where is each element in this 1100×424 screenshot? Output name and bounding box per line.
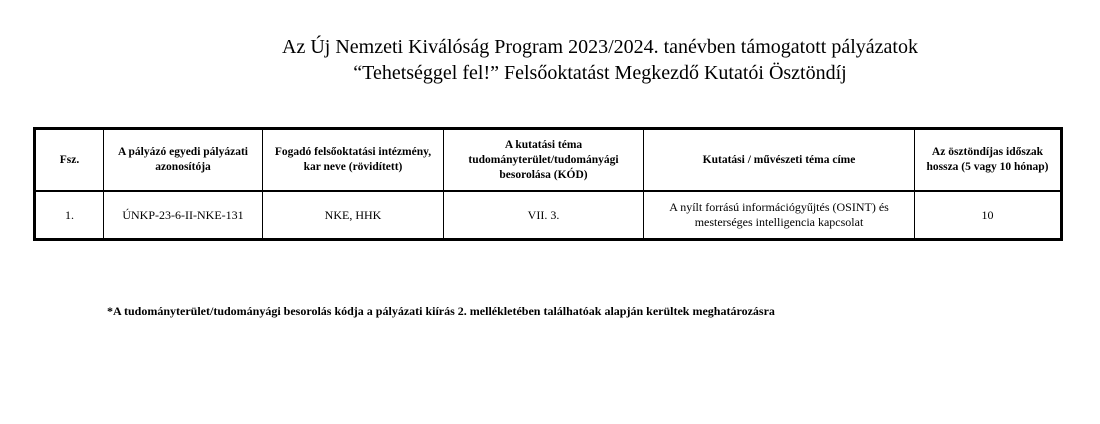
header-research-title: Kutatási / művészeti téma címe bbox=[644, 129, 915, 192]
cell-discipline-code: VII. 3. bbox=[444, 191, 644, 240]
grants-table bbox=[33, 127, 1063, 241]
cell-applicant-id: ÚNKP-23-6-II-NKE-131 bbox=[104, 191, 263, 240]
header-institution: Fogadó felsőoktatási intézmény, kar neve (rövidített) bbox=[263, 129, 444, 192]
cell-duration: 10 bbox=[915, 191, 1062, 240]
table-row bbox=[35, 191, 1062, 240]
title-line-1: Az Új Nemzeti Kiválóság Program 2023/2024. tanévben támogatott pályázatok bbox=[282, 36, 918, 58]
cell-research-title: A nyílt forrású információgyűjtés (OSINT) és mesterséges intelligencia kapcsolat bbox=[644, 191, 915, 240]
footnote: *A tudományterület/tudományági besorolás kódja a pályázati kiírás 2. mellékletében találhatóak alapján kerültek meghatározásra bbox=[107, 304, 775, 318]
document-title bbox=[0, 34, 1100, 86]
header-applicant-id: A pályázó egyedi pályázati azonosítója bbox=[104, 129, 263, 192]
table-header-row bbox=[35, 129, 1062, 192]
header-index: Fsz. bbox=[35, 129, 104, 192]
header-discipline-code: A kutatási téma tudományterület/tudományági besorolása (KÓD) bbox=[444, 129, 644, 192]
cell-institution: NKE, HHK bbox=[263, 191, 444, 240]
title-line-2: “Tehetséggel fel!” Felsőoktatást Megkezdő Kutatói Ösztöndíj bbox=[353, 62, 847, 84]
header-duration: Az ösztöndíjas időszak hossza (5 vagy 10 hónap) bbox=[915, 129, 1062, 192]
cell-index: 1. bbox=[35, 191, 104, 240]
